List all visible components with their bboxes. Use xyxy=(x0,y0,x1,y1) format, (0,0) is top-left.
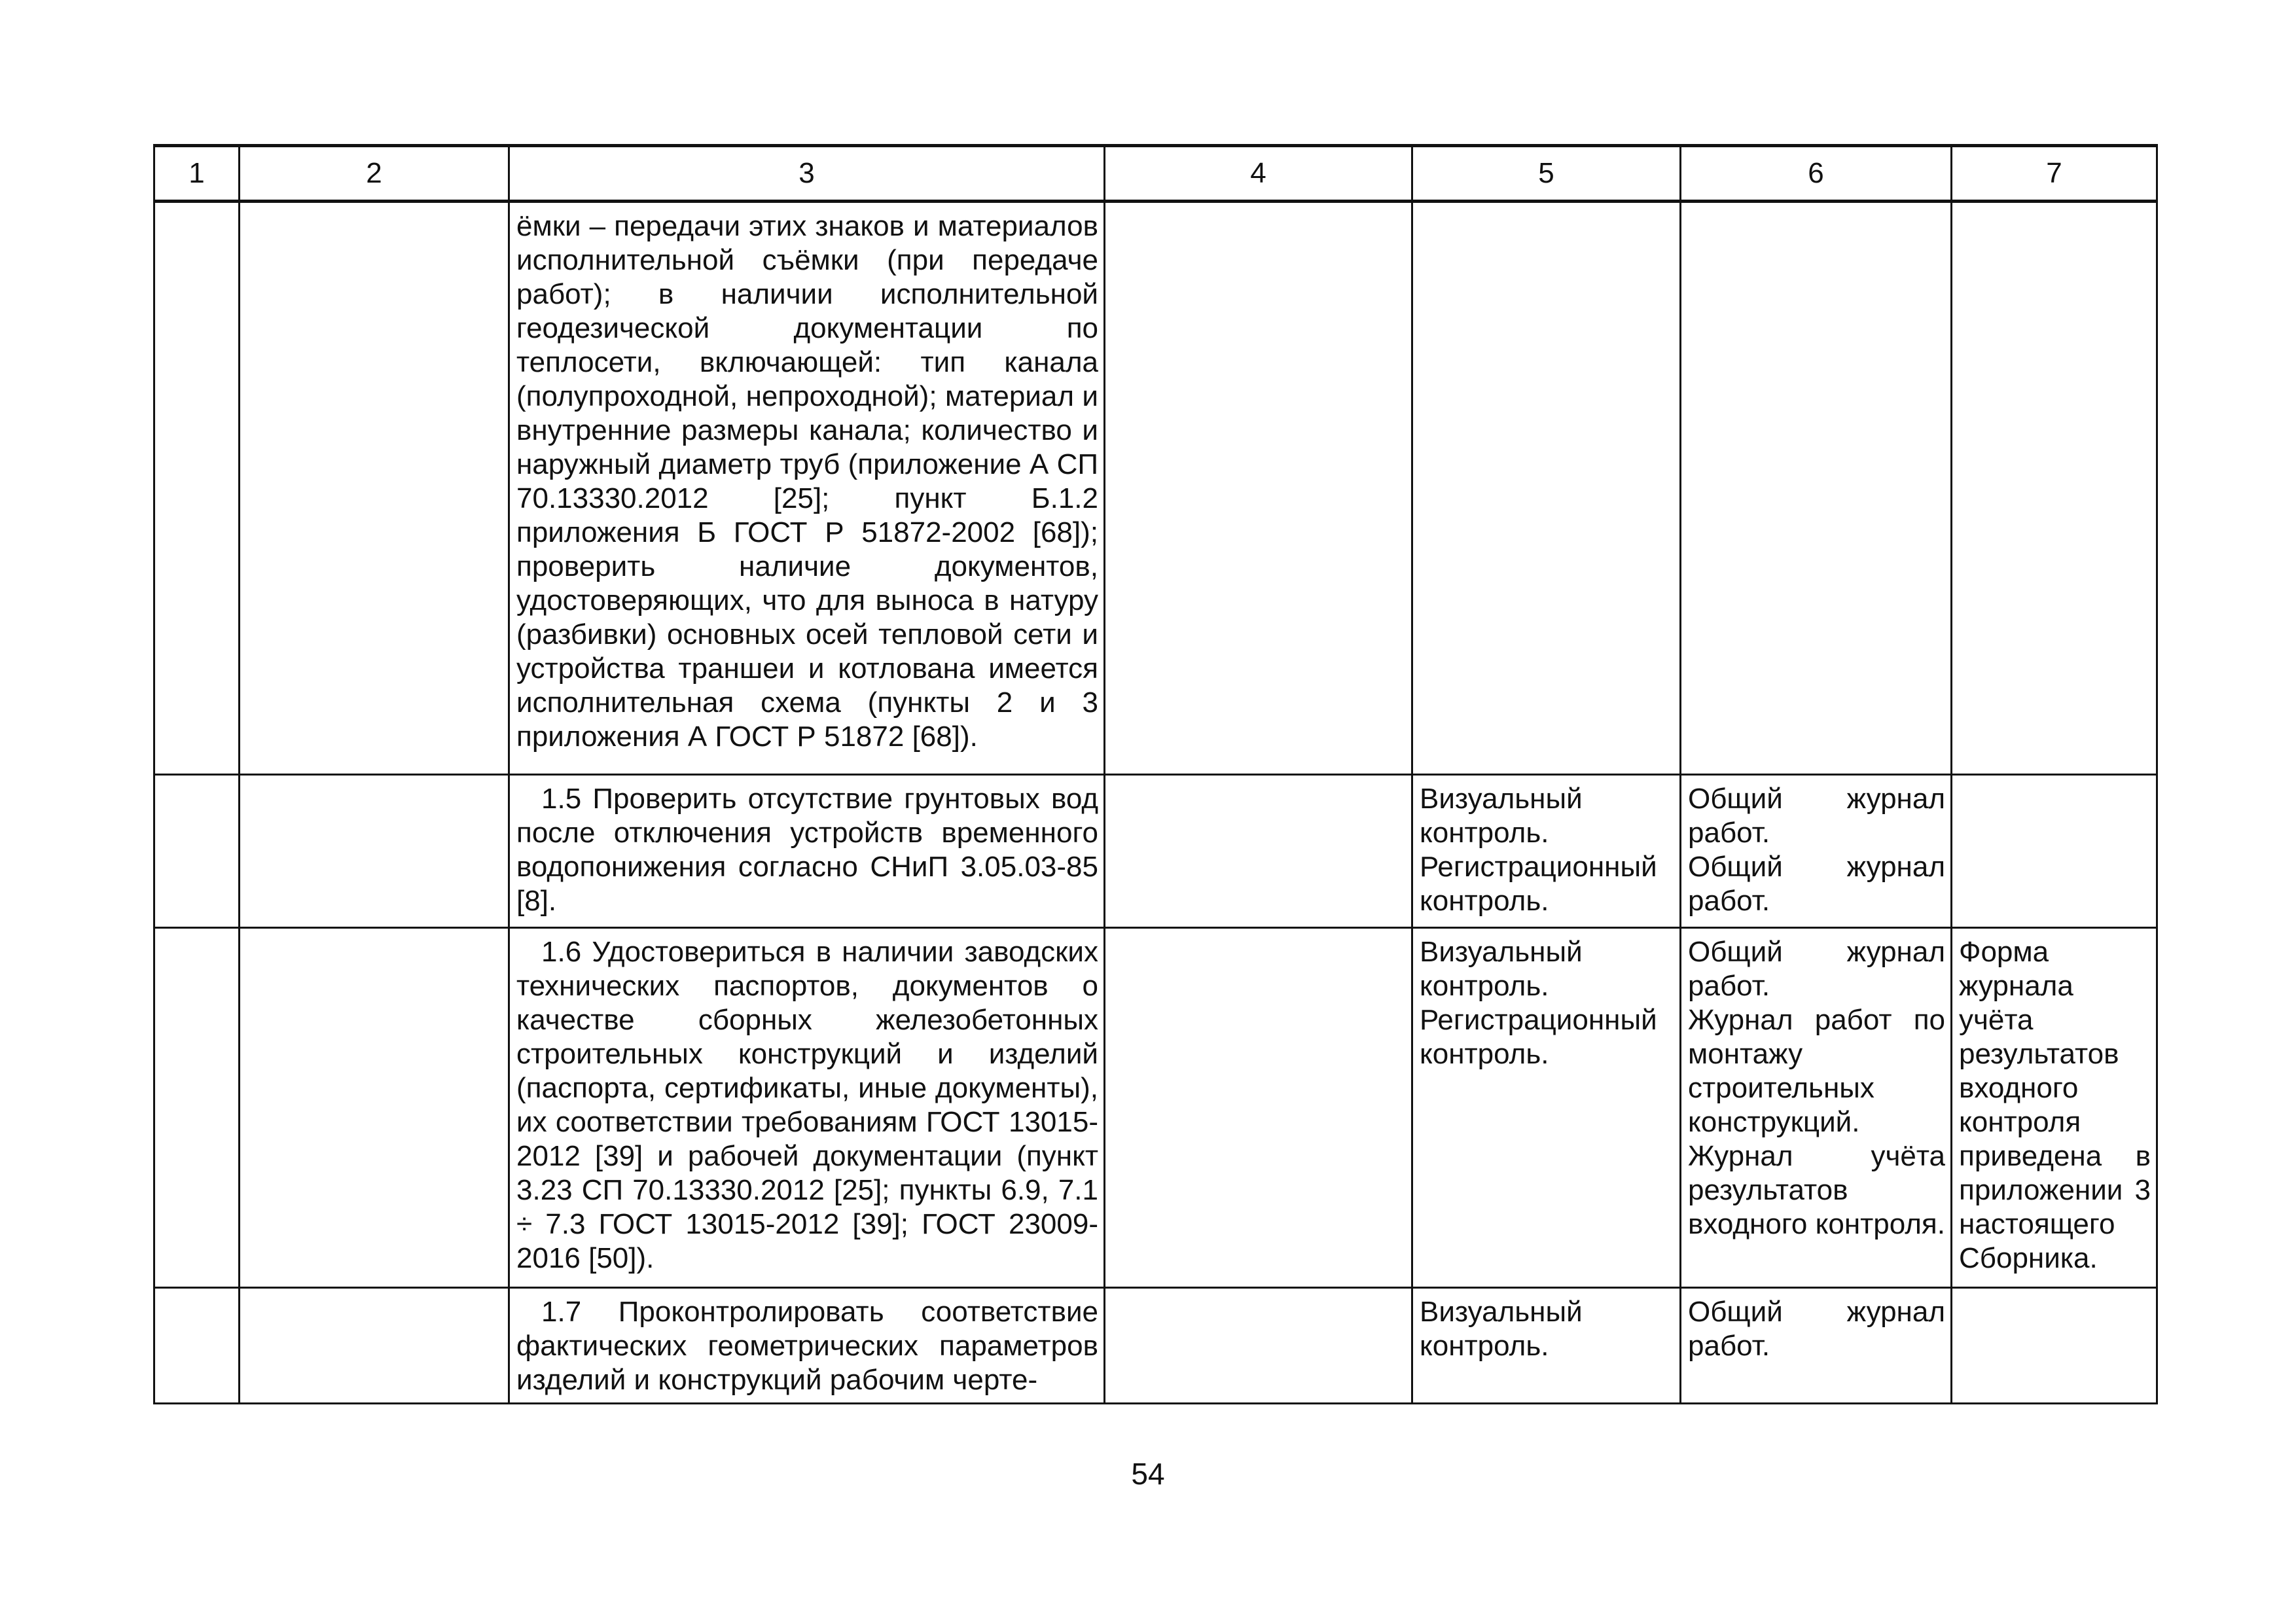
table-cell xyxy=(509,928,1105,1288)
column-header-7: 7 xyxy=(1952,146,2157,202)
requirement-text: ёмки – передачи этих знаков и материалов исполнительной съёмки (при передаче работ); в наличии исполнительной геодезической документации по теплосети, включающей: тип канала (полупроходной, непроходной); материал и внутренние размеры канала; количество и наружный диаметр труб (приложение А СП 70.13330.2012 [25]; пункт Б.1.2 приложения Б ГОСТ Р 51872-2002 [68]); проверить наличие документов, удостоверяющих, что для выноса в натуру (разбивки) основных осей тепловой сети и устройства траншеи и котлована имеется исполнительная схема (пункты 2 и 3 приложения А ГОСТ Р 51872 [68]). xyxy=(516,210,1098,753)
note-text: Форма журнала учёта результатов входного контроля приведена в приложении 3 настоящего Сборника. xyxy=(1959,936,2151,1274)
table-cell xyxy=(1412,202,1681,775)
table-cell xyxy=(240,775,509,928)
table-cell xyxy=(1412,1288,1681,1404)
column-header-4: 4 xyxy=(1105,146,1412,202)
table-cell xyxy=(1105,202,1412,775)
table-cell xyxy=(240,202,509,775)
document-name: Журнал работ по монтажу строительных конструкций. xyxy=(1688,1004,1945,1138)
table-cell xyxy=(1681,202,1952,775)
control-type: Регистрационный контроль. xyxy=(1420,1004,1657,1070)
table-cell xyxy=(1952,1288,2157,1404)
document-name: Общий журнал работ. xyxy=(1688,783,1945,849)
table-cell xyxy=(240,1288,509,1404)
document-name: Общий журнал работ. xyxy=(1688,851,1945,917)
table-cell xyxy=(509,775,1105,928)
table-cell xyxy=(1412,928,1681,1288)
table-row xyxy=(154,1288,2157,1404)
table-cell xyxy=(1105,775,1412,928)
column-header-6: 6 xyxy=(1681,146,1952,202)
control-type: Визуальный контроль. xyxy=(1420,1296,1583,1362)
table-cell xyxy=(1681,1288,1952,1404)
control-type: Визуальный контроль. xyxy=(1420,783,1583,849)
table-cell xyxy=(509,202,1105,775)
page-number: 54 xyxy=(1131,1457,1165,1491)
column-header-3: 3 xyxy=(509,146,1105,202)
table-cell xyxy=(1952,202,2157,775)
table-cell xyxy=(1105,928,1412,1288)
table-cell xyxy=(154,928,240,1288)
control-type: Регистрационный контроль. xyxy=(1420,851,1657,917)
table-cell xyxy=(1952,775,2157,928)
table-cell xyxy=(240,928,509,1288)
table-cell xyxy=(1681,775,1952,928)
table-cell xyxy=(509,1288,1105,1404)
column-header-1: 1 xyxy=(154,146,240,202)
table-cell xyxy=(1412,775,1681,928)
document-name: Общий журнал работ. xyxy=(1688,936,1945,1002)
document-name: Журнал учёта результатов входного контроля. xyxy=(1688,1140,1945,1240)
document-name: Общий журнал работ. xyxy=(1688,1296,1945,1362)
table-cell xyxy=(1681,928,1952,1288)
requirement-text: 1.6 Удостовериться в наличии заводских технических паспортов, документов о качестве сборных железобетонных строительных конструкций и изделий (паспорта, сертификаты, иные документы), их соответствии требованиям ГОСТ 13015-2012 [39] и рабочей документации (пункт 3.23 СП 70.13330.2012 [25]; пункты 6.9, 7.1 ÷ 7.3 ГОСТ 13015-2012 [39]; ГОСТ 23009-2016 [50]). xyxy=(516,936,1098,1274)
requirement-text: 1.7 Проконтролировать соответствие фактических геометрических параметров изделий и конструкций рабочим черте- xyxy=(516,1296,1098,1396)
header-row xyxy=(154,146,2157,202)
table-cell xyxy=(1105,1288,1412,1404)
table-row xyxy=(154,775,2157,928)
table-cell xyxy=(154,1288,240,1404)
requirements-table xyxy=(153,144,2158,1404)
table-cell xyxy=(154,775,240,928)
table-cell xyxy=(154,202,240,775)
table-row xyxy=(154,928,2157,1288)
column-header-5: 5 xyxy=(1412,146,1681,202)
table-cell xyxy=(1952,928,2157,1288)
table-row xyxy=(154,202,2157,775)
control-type: Визуальный контроль. xyxy=(1420,936,1583,1002)
column-header-2: 2 xyxy=(240,146,509,202)
requirement-text: 1.5 Проверить отсутствие грунтовых вод после отключения устройств временного водопонижения согласно СНиП 3.05.03-85 [8]. xyxy=(516,783,1098,917)
